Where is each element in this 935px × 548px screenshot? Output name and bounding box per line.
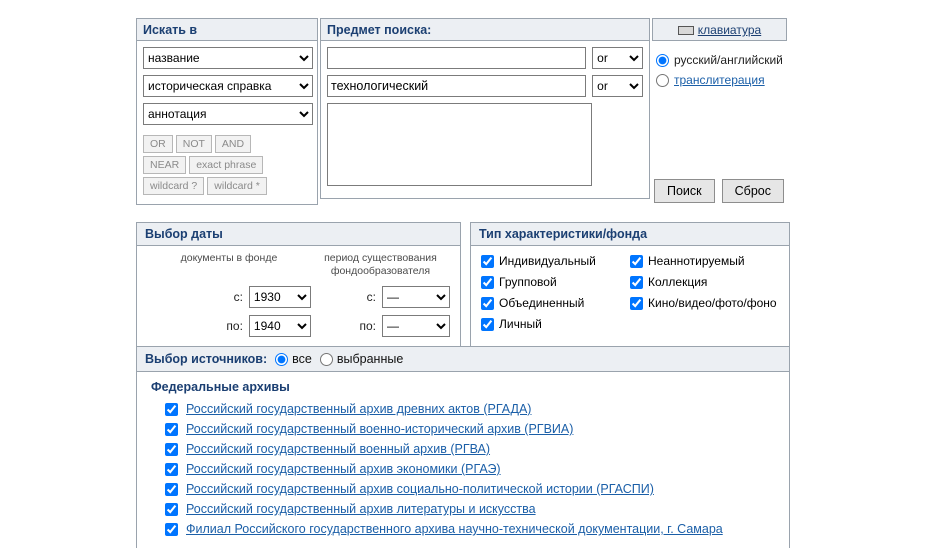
sources-radio-selected[interactable] xyxy=(320,353,333,366)
date-from-label-documents: с: xyxy=(233,290,243,304)
language-options xyxy=(652,41,787,87)
type-column-2 xyxy=(630,254,779,338)
date-to-label-documents: по: xyxy=(226,319,243,333)
source-checkbox-rgantd-samara[interactable] xyxy=(165,523,178,536)
search-term-input-1[interactable] xyxy=(327,47,586,69)
type-option-media[interactable] xyxy=(630,296,779,310)
search-subject-body xyxy=(320,41,650,199)
source-link-rgada[interactable]: Российский государственный архив древних актов (РГАДА) xyxy=(186,402,532,416)
date-from-select-documents[interactable] xyxy=(249,286,311,308)
type-checkbox-collection[interactable] xyxy=(630,276,643,289)
op-button-or[interactable]: OR xyxy=(143,135,173,153)
type-checkbox-group[interactable] xyxy=(481,276,494,289)
sources-option-all[interactable] xyxy=(275,352,312,366)
type-label-unannotated: Неаннотируемый xyxy=(648,254,745,268)
keyboard-header[interactable] xyxy=(652,18,787,41)
search-fields-column xyxy=(136,18,318,205)
type-option-collection[interactable] xyxy=(630,275,779,289)
source-checkbox-rgva[interactable] xyxy=(165,443,178,456)
sources-group-title: Федеральные архивы xyxy=(151,380,290,394)
op-button-wildcard-question[interactable]: wildcard ? xyxy=(143,177,204,195)
search-fields-header: Искать в xyxy=(136,18,318,41)
sources-header-label: Выбор источников: xyxy=(145,352,268,366)
date-from-documents xyxy=(147,286,311,308)
date-from-select-founder[interactable] xyxy=(382,286,450,308)
language-label-translit[interactable]: транслитерация xyxy=(674,73,765,87)
source-checkbox-rgali[interactable] xyxy=(165,503,178,516)
type-label-individual: Индивидуальный xyxy=(499,254,596,268)
date-caption-founder: период существования фондообразователя xyxy=(324,252,437,277)
language-radio-translit[interactable] xyxy=(656,74,669,87)
source-link-rgae[interactable]: Российский государственный архив экономики (РГАЭ) xyxy=(186,462,501,476)
list-item[interactable] xyxy=(151,462,779,476)
operator-buttons xyxy=(143,135,311,195)
date-to-select-founder[interactable] xyxy=(382,315,450,337)
keyboard-icon xyxy=(678,26,694,35)
language-label-ru-en: русский/английский xyxy=(674,53,783,67)
type-label-united: Объединенный xyxy=(499,296,585,310)
type-column-1 xyxy=(481,254,630,338)
date-column-documents xyxy=(147,252,311,344)
source-link-rgva[interactable]: Российский государственный военный архив (РГВА) xyxy=(186,442,491,456)
search-field-select-3[interactable] xyxy=(143,103,313,125)
source-checkbox-rgada[interactable] xyxy=(165,403,178,416)
type-checkbox-united[interactable] xyxy=(481,297,494,310)
source-link-rgali[interactable]: Российский государственный архив литературы и искусства xyxy=(186,502,536,516)
op-button-near[interactable]: NEAR xyxy=(143,156,186,174)
language-option-translit[interactable] xyxy=(656,73,783,87)
source-checkbox-rgae[interactable] xyxy=(165,463,178,476)
search-field-select-1[interactable] xyxy=(143,47,313,69)
language-radio-ru-en[interactable] xyxy=(656,54,669,67)
search-operator-select-1[interactable] xyxy=(592,47,643,69)
list-item[interactable] xyxy=(151,422,779,436)
op-button-and[interactable]: AND xyxy=(215,135,251,153)
search-term-input-2[interactable] xyxy=(327,75,586,97)
date-to-select-documents[interactable] xyxy=(249,315,311,337)
list-item[interactable] xyxy=(151,522,779,536)
date-from-founder xyxy=(311,286,450,308)
sources-panel-body xyxy=(137,372,789,548)
sources-option-selected[interactable] xyxy=(320,352,403,366)
op-button-wildcard-star[interactable]: wildcard * xyxy=(207,177,267,195)
sources-radio-all[interactable] xyxy=(275,353,288,366)
type-option-individual[interactable] xyxy=(481,254,630,268)
search-button[interactable]: Поиск xyxy=(654,179,715,203)
list-item[interactable] xyxy=(151,442,779,456)
search-field-select-2[interactable] xyxy=(143,75,313,97)
date-to-documents xyxy=(147,315,311,337)
type-checkbox-personal[interactable] xyxy=(481,318,494,331)
search-subject-column xyxy=(320,18,650,199)
type-panel-body xyxy=(471,246,789,348)
source-checkbox-rgvia[interactable] xyxy=(165,423,178,436)
type-label-media: Кино/видео/фото/фоно xyxy=(648,296,777,310)
list-item[interactable] xyxy=(151,482,779,496)
source-link-rgantd-samara[interactable]: Филиал Российского государственного архива научно-технической документации, г. Самара xyxy=(186,522,723,536)
op-button-exact-phrase[interactable]: exact phrase xyxy=(189,156,263,174)
action-buttons xyxy=(654,179,784,203)
source-checkbox-rgaspi[interactable] xyxy=(165,483,178,496)
type-panel xyxy=(470,222,790,349)
language-option-ru-en[interactable] xyxy=(656,53,783,67)
type-option-group[interactable] xyxy=(481,275,630,289)
sources-label-all: все xyxy=(292,352,312,366)
date-column-founder xyxy=(311,252,450,344)
date-to-founder xyxy=(311,315,450,337)
sources-panel xyxy=(136,346,790,548)
date-panel-body xyxy=(137,246,460,354)
type-label-collection: Коллекция xyxy=(648,275,708,289)
keyboard-language-column xyxy=(652,18,787,87)
search-term-textarea[interactable] xyxy=(327,103,592,186)
date-from-label-founder: с: xyxy=(366,290,376,304)
type-label-group: Групповой xyxy=(499,275,557,289)
list-item[interactable] xyxy=(151,502,779,516)
sources-panel-header xyxy=(137,347,789,372)
date-to-label-founder: по: xyxy=(359,319,376,333)
source-link-rgvia[interactable]: Российский государственный военно-исторический архив (РГВИА) xyxy=(186,422,574,436)
keyboard-link[interactable]: клавиатура xyxy=(697,23,762,37)
date-caption-documents: документы в фонде xyxy=(180,252,278,264)
reset-button[interactable]: Сброс xyxy=(722,179,784,203)
type-checkbox-media[interactable] xyxy=(630,297,643,310)
type-checkbox-unannotated[interactable] xyxy=(630,255,643,268)
search-operator-select-2[interactable] xyxy=(592,75,643,97)
type-label-personal: Личный xyxy=(499,317,542,331)
date-panel-header: Выбор даты xyxy=(137,223,460,246)
type-checkbox-individual[interactable] xyxy=(481,255,494,268)
search-subject-header: Предмет поиска: xyxy=(320,18,650,41)
search-fields-body xyxy=(136,41,318,205)
type-panel-header: Тип характеристики/фонда xyxy=(471,223,789,246)
list-item[interactable] xyxy=(151,402,779,416)
source-link-rgaspi[interactable]: Российский государственный архив социально-политической истории (РГАСПИ) xyxy=(186,482,654,496)
type-option-united[interactable] xyxy=(481,296,630,310)
date-panel xyxy=(136,222,461,355)
search-top-row xyxy=(136,18,787,205)
sources-label-selected: выбранные xyxy=(336,352,404,366)
type-option-unannotated[interactable] xyxy=(630,254,779,268)
type-option-personal[interactable] xyxy=(481,317,630,331)
op-button-not[interactable]: NOT xyxy=(176,135,212,153)
